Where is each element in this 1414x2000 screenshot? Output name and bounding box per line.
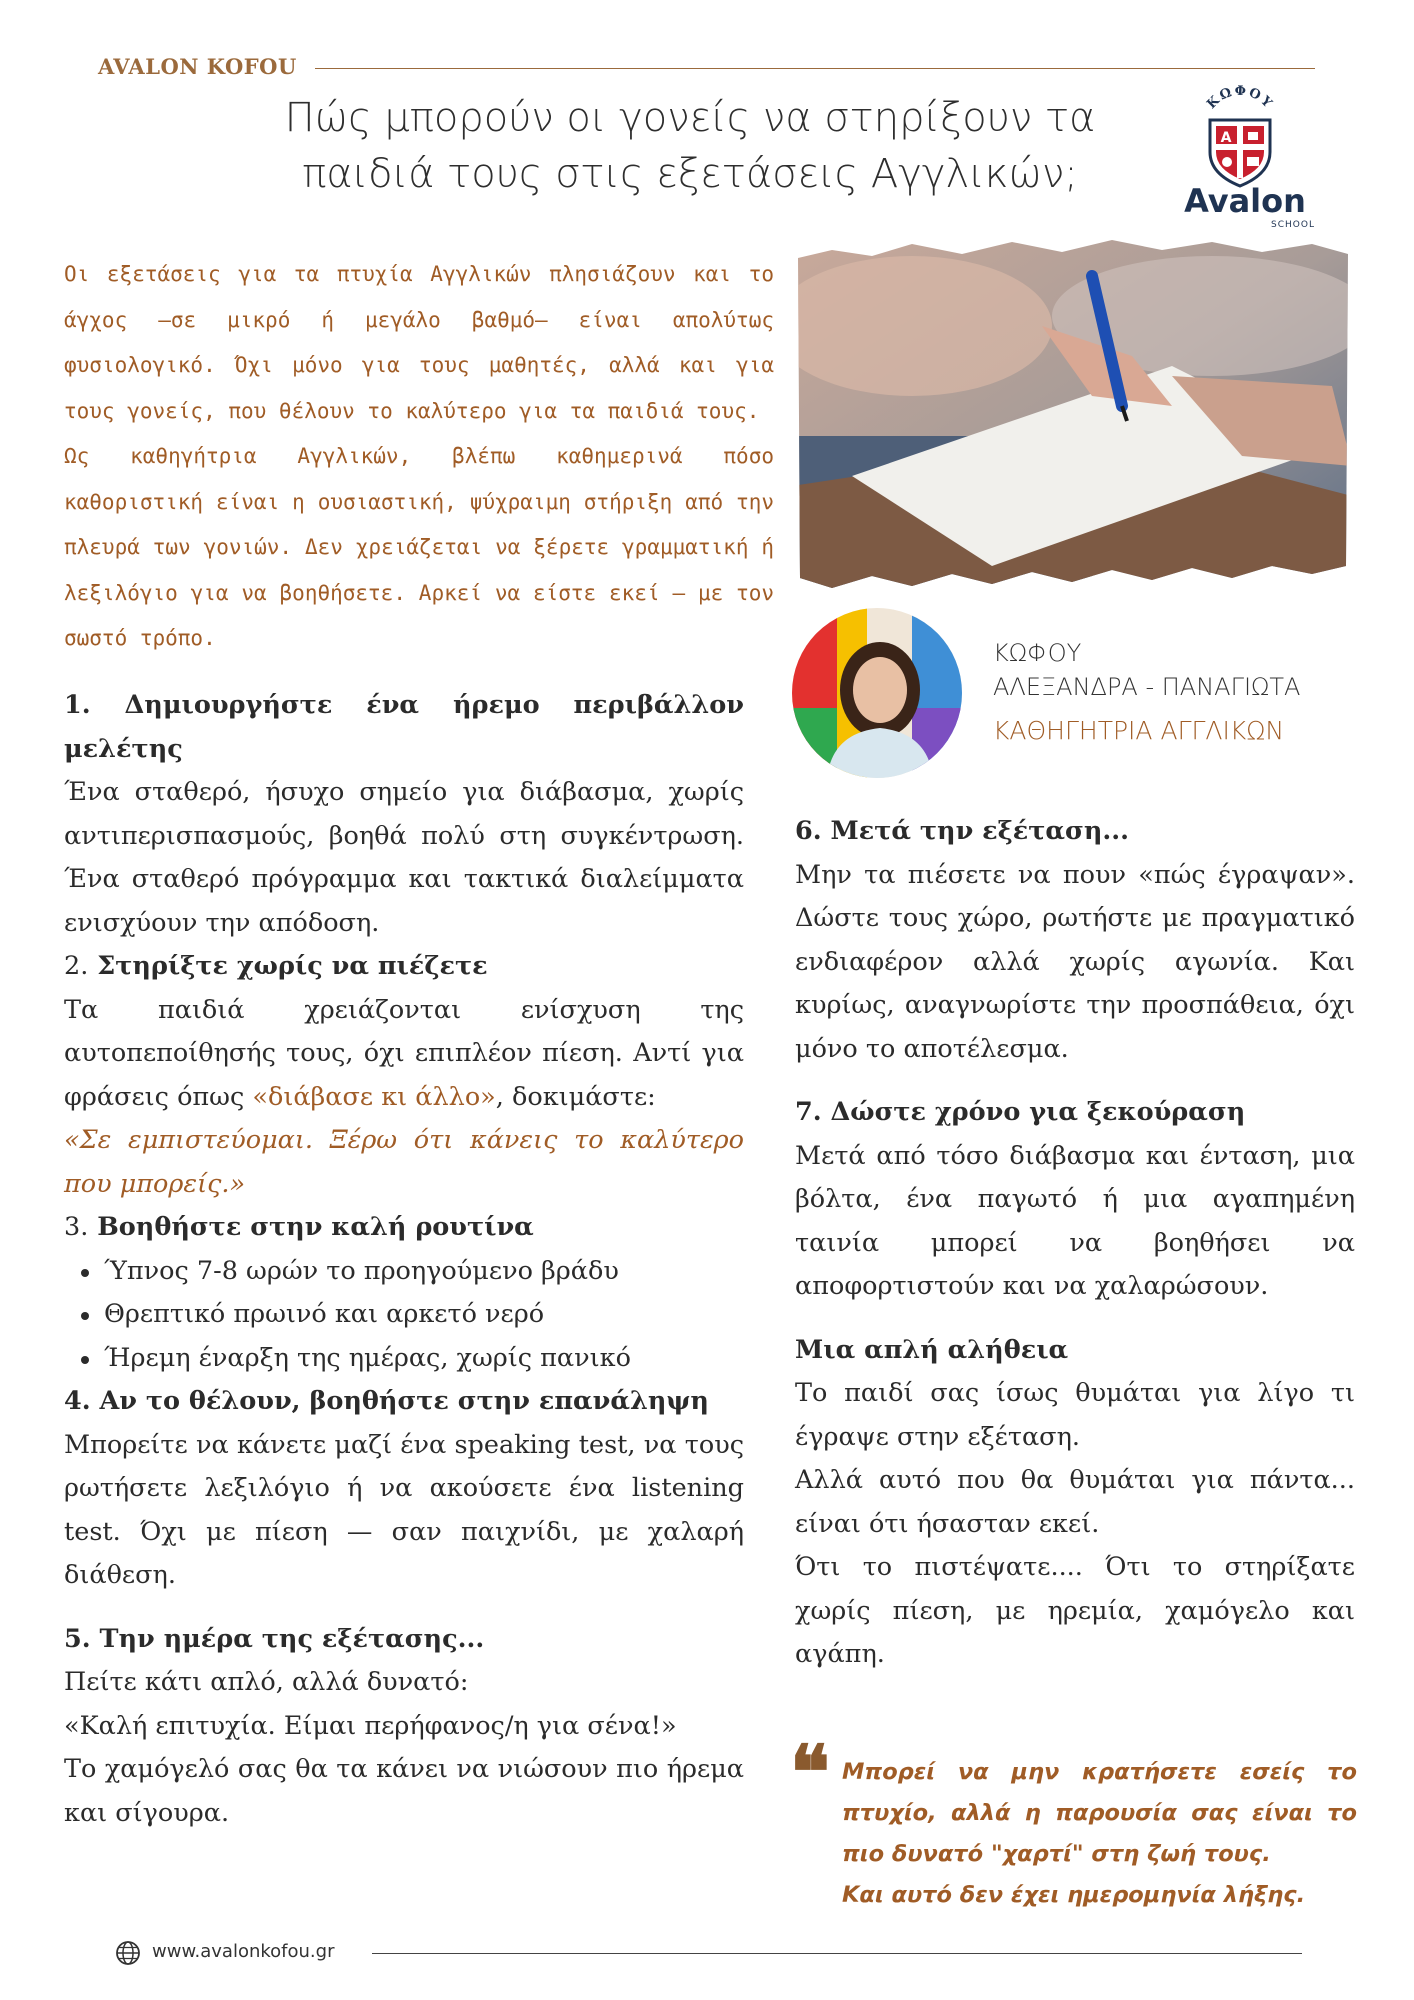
quote-paragraph-2: Και αυτό δεν έχει ημερομηνία λήξης. (842, 1882, 1306, 1908)
section-2-text-a: Τα παιδιά χρειάζονται ενίσχυση της αυτοπεποίθησής τους, όχι επιπλέον πίεση. Αντί για φράσεις όπως (64, 994, 744, 1112)
svg-text:A: A (1220, 130, 1232, 146)
teacher-avatar (792, 608, 962, 778)
teacher-info (993, 636, 1300, 748)
teacher-photo (792, 608, 962, 778)
list-item: Ύπνος 7-8 ωρών το προηγούμενο βράδυ (64, 1250, 744, 1294)
header-divider (315, 68, 1315, 69)
section-5-line-1: Πείτε κάτι απλό, αλλά δυνατό: (64, 1667, 469, 1697)
teacher-name: ΑΛΕΞΑΝΔΡΑ - ΠΑΝΑΓΙΩΤΑ (993, 673, 1301, 701)
section-4-title: 4. Αν το θέλουν, βοηθήστε στην επανάληψη (64, 1386, 709, 1416)
school-logo (1165, 82, 1315, 232)
teacher-role: ΚΑΘΗΓΗΤΡΙΑ ΑΓΓΛΙΚΩΝ (993, 716, 1285, 745)
list-item: Ήρεμη έναρξη της ημέρας, χωρίς πανικό (64, 1337, 744, 1381)
quote-paragraph-1: Μπορεί να μην κρατήσετε εσείς το πτυχίο, αλλά η παρουσία σας είναι το πιο δυνατό "χαρτί" στη ζωή τους. (842, 1759, 1357, 1867)
section-2-text-b: , δοκιμάστε: (495, 1081, 656, 1112)
section-5-title: 5. Την ημέρα της εξέτασης... (64, 1623, 485, 1654)
left-column (64, 684, 744, 1835)
intro-paragraph-2: Ως καθηγήτρια Αγγλικών, βλέπω καθημερινά πόσο καθοριστική είναι η ουσιαστική, ψύχραιμη στήριξη από την πλευρά των γονιών. Δεν χρειάζεται να ξέρετε γραμματική ή λεξιλόγιο για να βοηθήσετε. Αρκεί να είστε εκεί — με τον σωστό τρόπο. (64, 444, 774, 650)
section-8-paragraph-3: Ότι το πιστέψατε.... Ότι το στηρίξατε χωρίς πίεση, με ηρεμία, χαμόγελο και αγάπη. (795, 1552, 1355, 1669)
section-2-quote: «Σε εμπιστεύομαι. Ξέρω ότι κάνεις το καλύτερο που μπορείς.» (64, 1125, 744, 1199)
section-8-paragraph-1: Το παιδί σας ίσως θυμάται για λίγο τι έγραψε στην εξέταση. (795, 1378, 1355, 1452)
section-2-title (64, 945, 744, 989)
routine-list (64, 1250, 744, 1381)
section-8-title: Μια απλή αλήθεια (795, 1334, 1069, 1365)
logo-top-text: ΚΩΦΟΥ (1204, 83, 1276, 113)
section-3-number: 3. (64, 1212, 89, 1242)
section-5-line-3: Το χαμόγελό σας θα τα κάνει να νιώσουν πιο ήρεμα και σίγουρα. (64, 1754, 744, 1828)
intro-paragraph-1: Οι εξετάσεις για τα πτυχία Αγγλικών πλησιάζουν και το άγχος —σε μικρό ή μεγάλο βαθμό— είναι απολύτως φυσιολογικό. Όχι μόνο για τους μαθητές, αλλά και για τους γονείς, που θέλουν το καλύτερο για τα παιδιά τους. (64, 262, 774, 423)
logo-name: Avalon (1184, 182, 1306, 220)
section-3-title (64, 1206, 744, 1250)
section-6-text: Μην τα πιέσετε να πουν «πώς έγραψαν». Δώστε τους χώρο, ρωτήστε με πραγματικό ενδιαφέρον αλλά χωρίς αγωνία. Και κυρίως, αναγνωρίστε την προσπάθεια, όχι μόνο το αποτέλεσμα. (795, 859, 1355, 1064)
logo-school: SCHOOL (1271, 220, 1315, 230)
exam-photo (792, 236, 1352, 596)
title-line-1: Πώς μπορούν οι γονείς να στηρίξουν τα (284, 95, 1096, 141)
svg-text:ΚΩΦΟΥ (1204, 84, 1276, 112)
exam-photo-image (792, 236, 1352, 596)
section-6-title: 6. Μετά την εξέταση... (795, 816, 1130, 846)
globe-icon (115, 1940, 141, 1966)
section-2-title-text: Στηρίξτε χωρίς να πιέζετε (97, 951, 488, 981)
teacher-surname: ΚΩΦΟΥ (993, 639, 1082, 667)
section-1-text: Ένα σταθερό, ήσυχο σημείο για διάβασμα, χωρίς αντιπερισπασμούς, βοηθά πολύ στη συγκέντρωση. Ένα σταθερό πρόγραμμα και τακτικά διαλείμματα ενισχύουν την απόδοση. (64, 777, 744, 938)
right-column (795, 810, 1355, 1677)
section-7-title: 7. Δώστε χρόνο για ξεκούραση (795, 1097, 1246, 1127)
section-3-title-text: Βοηθήστε στην καλή ρουτίνα (97, 1212, 534, 1242)
section-2-text (64, 989, 744, 1120)
section-4-text: Μπορείτε να κάνετε μαζί ένα speaking test, να τους ρωτήσετε λεξιλόγιο ή να ακούσετε ένα listening test. Όχι με πίεση — σαν παιχνίδι, με χαλαρή διάθεση. (64, 1429, 744, 1590)
section-2-number: 2. (64, 951, 89, 981)
website-link[interactable]: www.avalonkofou.gr (152, 1941, 335, 1962)
section-2-phrase: «διάβασε κι άλλο» (252, 1081, 496, 1112)
closing-quote (842, 1752, 1357, 1916)
section-1-title: 1. Δημιουργήστε ένα ήρεμο περιβάλλον μελέτης (64, 690, 744, 764)
quote-mark-icon: ❝ (790, 1730, 830, 1816)
brand-name: AVALON KOFOU (98, 54, 297, 79)
list-item: Θρεπτικό πρωινό και αρκετό νερό (64, 1293, 744, 1337)
section-7-text: Μετά από τόσο διάβασμα και ένταση, μια βόλτα, ένα παγωτό ή μια αγαπημένη ταινία μπορεί να βοηθήσει να αποφορτιστούν και να χαλαρώσουν. (795, 1140, 1355, 1301)
crest-icon (1165, 82, 1315, 192)
page-title (240, 90, 1140, 202)
section-8-paragraph-2: Αλλά αυτό που θα θυμάται για πάντα... είναι ότι ήσασταν εκεί. (795, 1465, 1355, 1539)
intro (64, 252, 774, 662)
footer-divider (372, 1953, 1302, 1954)
title-line-2: παιδιά τους στις εξετάσεις Αγγλικών; (302, 151, 1078, 197)
section-5-line-2: «Καλή επιτυχία. Είμαι περήφανος/η για σένα!» (64, 1710, 677, 1741)
